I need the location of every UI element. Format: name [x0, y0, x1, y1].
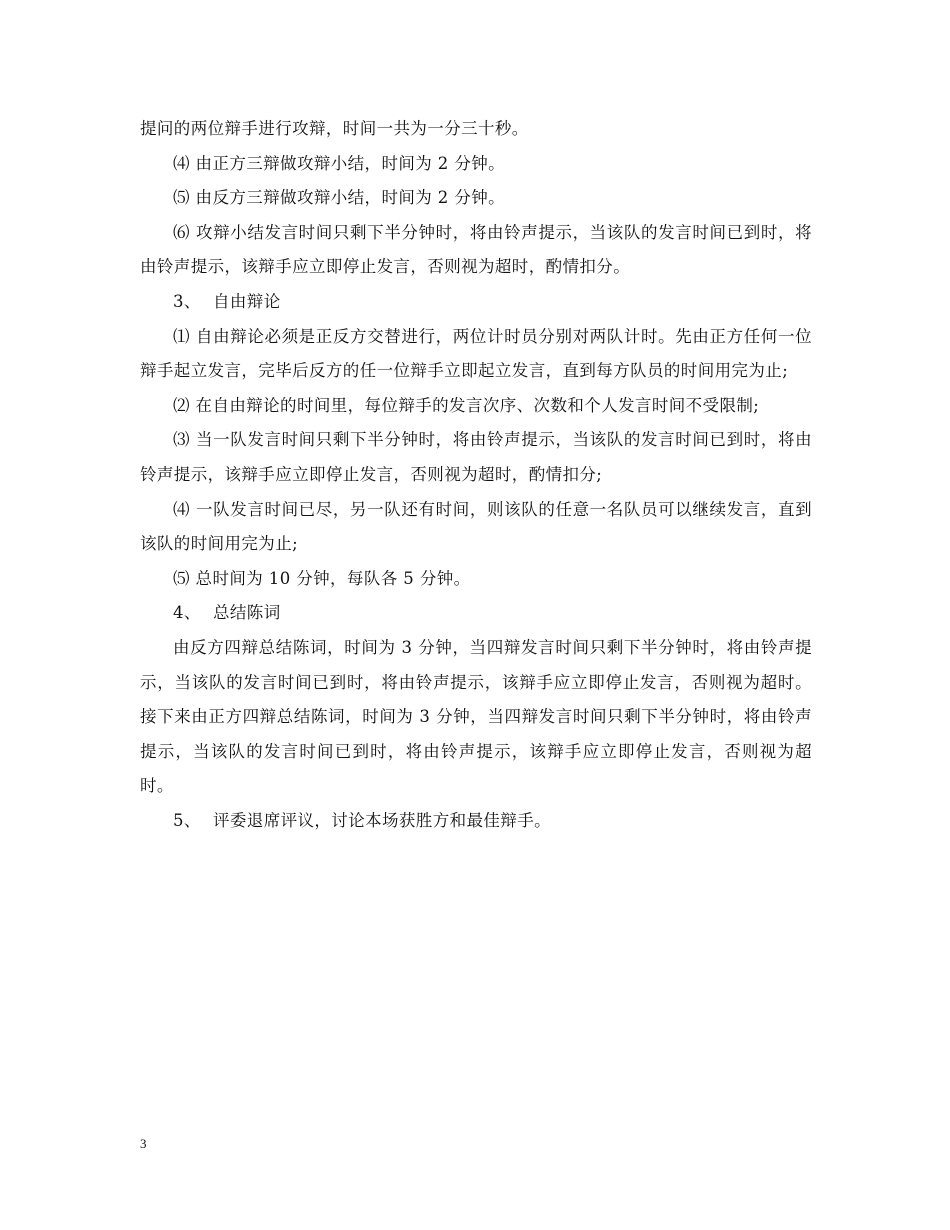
paragraph-item-4: ⑷ 由正方三辩做攻辩小结，时间为 2 分钟。: [173, 153, 506, 173]
paragraph-free-debate-5: ⑸ 总时间为 10 分钟，每队各 5 分钟。: [173, 568, 471, 588]
section-heading-closing: [140, 596, 812, 631]
section-number: 3、: [173, 291, 201, 311]
section-heading-free-debate: [140, 285, 812, 320]
section-title: 自由辩论: [213, 291, 281, 311]
paragraph-free-debate-2: ⑵ 在自由辩论的时间里，每位辩手的发言次序、次数和个人发言时间不受限制;: [173, 395, 760, 415]
section-number: 5、: [173, 810, 201, 830]
paragraph-continuation: 提问的两位辩手进行攻辩，时间一共为一分三十秒。: [140, 119, 529, 138]
paragraph-free-debate-1: ⑴ 自由辩论必须是正反方交替进行，两位计时员分别对两队计时。先由正方任何一位辩手起立发言，完毕后反方的任一位辩手立即起立发言，直到每方队员的时间用完为止;: [140, 326, 812, 381]
paragraph-closing-statements: 由反方四辩总结陈词，时间为 3 分钟，当四辩发言时间只剩下半分钟时，将由铃声提示，当该队的发言时间已到时，将由铃声提示，该辩手应立即停止发言，否则视为超时。接下来由正方四辩总结陈词，时间为 3 分钟，当四辩发言时间只剩下半分钟时，将由铃声提示，当该队的发言时间已到时，将由铃声提示，该辩手应立即停止发言，否则视为超时。: [140, 637, 812, 796]
section-number: 4、: [173, 603, 201, 623]
document-body: [140, 112, 812, 838]
paragraph-item-5: ⑸ 由反方三辩做攻辩小结，时间为 2 分钟。: [173, 188, 506, 208]
paragraph-free-debate-3: ⑶ 当一队发言时间只剩下半分钟时，将由铃声提示，当该队的发言时间已到时，将由铃声提示，该辩手应立即停止发言，否则视为超时，酌情扣分;: [140, 430, 812, 484]
paragraph-free-debate-4: ⑷ 一队发言时间已尽，另一队还有时间，则该队的任意一名队员可以继续发言，直到该队的时间用完为止;: [140, 499, 812, 554]
section-heading-judging: [140, 804, 812, 839]
section-title: 评委退席评议，讨论本场获胜方和最佳辩手。: [213, 810, 551, 830]
page-number: 3: [140, 1136, 147, 1151]
section-title: 总结陈词: [213, 603, 281, 623]
paragraph-item-6: ⑹ 攻辩小结发言时间只剩下半分钟时，将由铃声提示，当该队的发言时间已到时，将由铃声提示，该辩手应立即停止发言，否则视为超时，酌情扣分。: [140, 222, 812, 277]
